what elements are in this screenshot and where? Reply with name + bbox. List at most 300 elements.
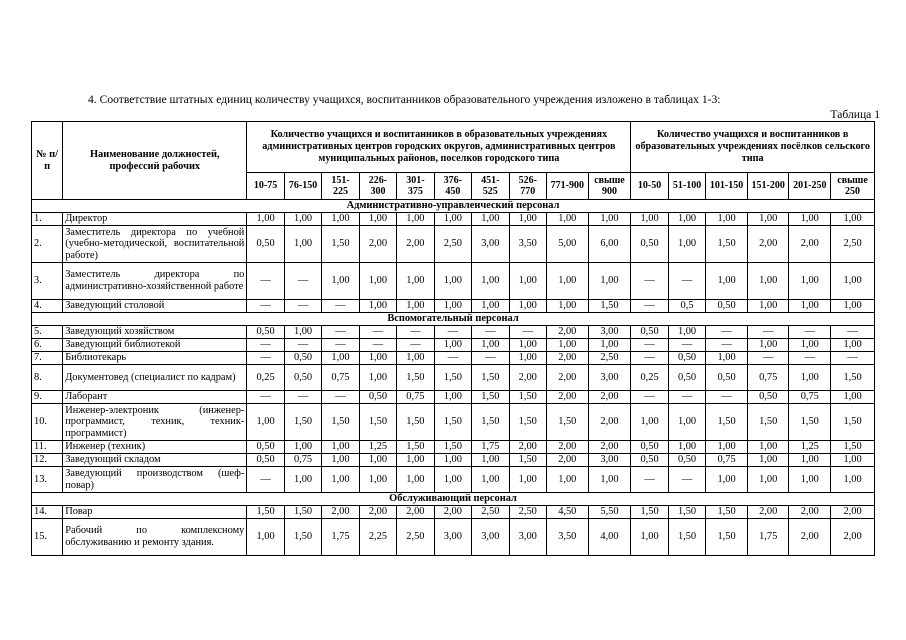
staff-value: —: [247, 467, 284, 493]
staff-value: 1,50: [284, 519, 321, 556]
staff-value: 1,00: [247, 519, 284, 556]
staff-value: —: [397, 339, 434, 352]
staff-value: 1,00: [831, 467, 875, 493]
staff-value: 1,00: [588, 263, 631, 300]
staff-value: 1,50: [434, 441, 471, 454]
staff-value: 2,00: [546, 352, 588, 365]
staff-value: 4,50: [546, 506, 588, 519]
staff-value: 1,50: [509, 391, 546, 404]
staff-value: 2,50: [509, 506, 546, 519]
staff-value: 1,00: [397, 263, 434, 300]
staff-value: 2,00: [546, 326, 588, 339]
staff-value: 2,00: [359, 226, 396, 263]
staff-value: —: [359, 339, 396, 352]
position-name: Директор: [63, 213, 247, 226]
staff-value: 1,00: [247, 213, 284, 226]
staff-value: —: [322, 339, 359, 352]
staff-value: 0,25: [631, 365, 668, 391]
staff-value: 1,50: [472, 365, 509, 391]
staff-value: 2,50: [397, 519, 434, 556]
staff-value: —: [472, 352, 509, 365]
staff-value: 1,00: [472, 263, 509, 300]
staff-value: 3,00: [588, 365, 631, 391]
staff-value: 1,00: [588, 339, 631, 352]
staff-value: 2,00: [588, 404, 631, 441]
staff-value: 1,75: [322, 519, 359, 556]
staff-value: —: [706, 391, 748, 404]
staff-value: 2,00: [747, 226, 789, 263]
staff-value: 0,50: [631, 226, 668, 263]
staff-value: 1,00: [706, 213, 748, 226]
staff-value: 1,00: [397, 454, 434, 467]
staff-value: 1,00: [434, 263, 471, 300]
position-name: Лаборант: [63, 391, 247, 404]
header-position: Наименование должностей, профессий рабочих: [63, 122, 247, 200]
staff-value: —: [247, 300, 284, 313]
staff-value: 1,50: [472, 391, 509, 404]
staff-value: —: [322, 326, 359, 339]
staff-value: 0,50: [284, 365, 321, 391]
staff-value: 2,25: [359, 519, 396, 556]
staff-value: —: [247, 352, 284, 365]
staff-value: 0,25: [247, 365, 284, 391]
staff-value: 0,50: [747, 391, 789, 404]
staff-value: 1,75: [747, 519, 789, 556]
staff-value: 1,00: [546, 339, 588, 352]
position-name: Заведующий складом: [63, 454, 247, 467]
staff-value: 1,00: [631, 213, 668, 226]
staff-value: 1,00: [546, 467, 588, 493]
staff-value: —: [509, 326, 546, 339]
staff-value: 1,00: [789, 365, 831, 391]
staff-value: 2,00: [434, 506, 471, 519]
staff-value: 1,00: [631, 404, 668, 441]
staff-value: 1,00: [472, 300, 509, 313]
staff-value: 6,00: [588, 226, 631, 263]
table-label: Таблица 1: [830, 108, 880, 121]
staff-value: 1,00: [706, 467, 748, 493]
row-number: 14.: [32, 506, 63, 519]
staff-value: —: [706, 339, 748, 352]
staff-value: —: [631, 352, 668, 365]
staff-value: 1,50: [322, 226, 359, 263]
staff-value: 0,75: [397, 391, 434, 404]
section-title: Административно-управленческий персонал: [32, 200, 875, 213]
staff-value: 1,50: [706, 506, 748, 519]
staff-value: 2,00: [322, 506, 359, 519]
staff-value: 1,00: [284, 213, 321, 226]
staff-value: 1,50: [706, 519, 748, 556]
position-name: Заведующий производством (шеф-повар): [63, 467, 247, 493]
staff-value: 1,00: [509, 263, 546, 300]
section-row: [32, 493, 875, 506]
staff-value: 2,00: [546, 391, 588, 404]
staff-value: 1,50: [831, 404, 875, 441]
staff-value: 3,00: [472, 226, 509, 263]
table-row: [32, 339, 875, 352]
staff-value: 1,00: [359, 263, 396, 300]
staff-value: 0,50: [247, 454, 284, 467]
staff-value: 0,75: [284, 454, 321, 467]
staff-value: 2,00: [546, 441, 588, 454]
staff-value: 1,00: [359, 467, 396, 493]
staff-value: 1,00: [546, 300, 588, 313]
staff-value: 1,50: [397, 441, 434, 454]
section-row: [32, 200, 875, 213]
staff-value: 1,50: [322, 404, 359, 441]
staff-value: 2,00: [509, 441, 546, 454]
staff-value: 1,00: [668, 404, 705, 441]
staff-value: 1,00: [706, 441, 748, 454]
staff-value: 1,00: [322, 454, 359, 467]
staff-value: 0,50: [359, 391, 396, 404]
staff-value: 3,00: [588, 326, 631, 339]
staff-value: —: [247, 263, 284, 300]
staff-value: 1,50: [631, 506, 668, 519]
staff-value: 1,00: [472, 213, 509, 226]
table-row: [32, 441, 875, 454]
staff-value: 1,00: [472, 467, 509, 493]
staff-value: 1,00: [588, 213, 631, 226]
staff-value: —: [284, 300, 321, 313]
staff-value: 0,50: [668, 365, 705, 391]
position-name: Инженер-электроник (инженер-программист, техник, техник-программист): [63, 404, 247, 441]
row-number: 11.: [32, 441, 63, 454]
staff-value: —: [668, 339, 705, 352]
row-number: 12.: [32, 454, 63, 467]
staff-value: 1,00: [668, 226, 705, 263]
range-header-urban: 526-770: [509, 173, 546, 200]
staff-value: —: [831, 352, 875, 365]
staff-value: 4,00: [588, 519, 631, 556]
staff-value: 1,00: [789, 300, 831, 313]
position-name: Заведующий хозяйством: [63, 326, 247, 339]
range-header-urban: 76-150: [284, 173, 321, 200]
staff-value: 1,00: [789, 213, 831, 226]
staff-value: 3,00: [588, 454, 631, 467]
staff-value: 1,75: [472, 441, 509, 454]
staff-value: 0,50: [247, 441, 284, 454]
staff-value: —: [631, 339, 668, 352]
staff-value: 1,00: [247, 404, 284, 441]
staff-value: 1,00: [747, 339, 789, 352]
staff-value: 1,00: [706, 263, 748, 300]
table-row: [32, 467, 875, 493]
staff-value: 1,50: [434, 404, 471, 441]
staff-value: 1,00: [397, 467, 434, 493]
staff-value: —: [631, 300, 668, 313]
staff-value: 1,50: [397, 404, 434, 441]
position-name: Рабочий по комплексному обслуживанию и ремонту здания.: [63, 519, 247, 556]
section-row: [32, 313, 875, 326]
row-number: 2.: [32, 226, 63, 263]
staff-value: 0,50: [631, 326, 668, 339]
staff-value: 1,50: [668, 506, 705, 519]
staff-value: 1,50: [509, 404, 546, 441]
staff-value: 1,00: [472, 454, 509, 467]
table-row: [32, 213, 875, 226]
staff-value: 2,50: [588, 352, 631, 365]
staff-value: 0,75: [789, 391, 831, 404]
staff-value: 1,50: [747, 404, 789, 441]
staff-value: 0,50: [706, 300, 748, 313]
table-row: [32, 226, 875, 263]
staff-value: —: [706, 326, 748, 339]
staff-value: 1,00: [509, 352, 546, 365]
staff-value: —: [434, 326, 471, 339]
table-row: [32, 391, 875, 404]
staff-value: 1,50: [546, 404, 588, 441]
staff-value: 3,00: [434, 519, 471, 556]
staff-value: 1,00: [831, 213, 875, 226]
staff-value: 1,00: [747, 441, 789, 454]
staff-value: 3,00: [509, 519, 546, 556]
row-number: 8.: [32, 365, 63, 391]
header-num: № п/п: [32, 122, 63, 200]
staff-value: 1,00: [789, 263, 831, 300]
staff-value: 2,00: [747, 506, 789, 519]
staff-value: 1,00: [322, 213, 359, 226]
staff-value: 2,00: [789, 506, 831, 519]
staff-value: 1,00: [322, 352, 359, 365]
staff-value: 1,50: [472, 404, 509, 441]
staff-value: 1,00: [747, 454, 789, 467]
range-header-rural: 51-100: [668, 173, 705, 200]
staff-value: 1,00: [747, 213, 789, 226]
staff-value: 2,00: [397, 226, 434, 263]
staff-value: —: [631, 467, 668, 493]
section-title: Вспомогательный персонал: [32, 313, 875, 326]
staff-value: 2,00: [546, 454, 588, 467]
position-name: Документовед (специалист по кадрам): [63, 365, 247, 391]
staff-value: 1,00: [588, 467, 631, 493]
staff-value: —: [789, 326, 831, 339]
staff-value: —: [747, 326, 789, 339]
row-number: 3.: [32, 263, 63, 300]
staff-value: 1,50: [831, 441, 875, 454]
range-header-urban: 451-525: [472, 173, 509, 200]
staff-value: 2,00: [588, 441, 631, 454]
staff-value: 1,00: [284, 226, 321, 263]
staff-value: 1,50: [434, 365, 471, 391]
staff-value: —: [284, 391, 321, 404]
table-row: [32, 454, 875, 467]
staff-value: 1,50: [668, 519, 705, 556]
staff-value: —: [831, 326, 875, 339]
range-header-urban: 301-375: [397, 173, 434, 200]
position-name: Повар: [63, 506, 247, 519]
range-header-urban: 151-225: [322, 173, 359, 200]
staff-value: 1,50: [509, 454, 546, 467]
staff-value: 2,00: [588, 391, 631, 404]
row-number: 9.: [32, 391, 63, 404]
staff-value: 1,50: [397, 365, 434, 391]
staff-value: 1,50: [831, 365, 875, 391]
staff-value: —: [789, 352, 831, 365]
row-number: 4.: [32, 300, 63, 313]
staff-value: 2,00: [397, 506, 434, 519]
table-row: [32, 300, 875, 313]
staff-value: 1,00: [668, 326, 705, 339]
staff-value: 1,00: [434, 213, 471, 226]
row-number: 5.: [32, 326, 63, 339]
staff-value: 1,00: [434, 300, 471, 313]
section-title: Обслуживающий персонал: [32, 493, 875, 506]
range-header-urban: 376-450: [434, 173, 471, 200]
range-header-rural: свыше 250: [831, 173, 875, 200]
staff-value: 0,50: [631, 441, 668, 454]
staff-value: 1,00: [831, 300, 875, 313]
staff-value: 1,00: [747, 300, 789, 313]
table-row: [32, 519, 875, 556]
staff-value: 2,00: [789, 226, 831, 263]
staff-value: 0,50: [284, 352, 321, 365]
staff-value: 0,50: [668, 454, 705, 467]
staff-value: 1,50: [247, 506, 284, 519]
staff-value: —: [247, 339, 284, 352]
staff-value: 1,00: [322, 467, 359, 493]
staff-value: 2,50: [831, 226, 875, 263]
table-row: [32, 263, 875, 300]
staff-value: 0,50: [706, 365, 748, 391]
staff-value: —: [322, 300, 359, 313]
staff-value: 1,00: [509, 467, 546, 493]
staff-value: 1,00: [359, 454, 396, 467]
staff-value: 1,00: [706, 352, 748, 365]
staff-value: 5,00: [546, 226, 588, 263]
staff-value: 2,00: [546, 365, 588, 391]
staff-value: 1,00: [831, 391, 875, 404]
staff-value: 1,00: [359, 352, 396, 365]
staff-value: 0,75: [322, 365, 359, 391]
staff-value: 0,75: [706, 454, 748, 467]
staff-value: 1,00: [472, 339, 509, 352]
staff-value: —: [434, 352, 471, 365]
staff-value: 1,00: [789, 467, 831, 493]
staff-value: 1,00: [284, 467, 321, 493]
staff-value: 1,00: [509, 213, 546, 226]
staff-value: 1,50: [706, 226, 748, 263]
row-number: 10.: [32, 404, 63, 441]
staff-value: —: [284, 263, 321, 300]
staff-value: 1,25: [789, 441, 831, 454]
position-name: Заведующий столовой: [63, 300, 247, 313]
staff-value: 0,50: [247, 326, 284, 339]
staff-value: 1,00: [397, 300, 434, 313]
staff-value: 1,00: [359, 365, 396, 391]
staff-value: 1,00: [284, 326, 321, 339]
staff-value: 1,00: [668, 213, 705, 226]
staff-value: 0,50: [247, 226, 284, 263]
staff-value: 1,00: [322, 441, 359, 454]
staff-value: 1,25: [359, 441, 396, 454]
staff-value: 3,50: [546, 519, 588, 556]
header-group-urban: Количество учащихся и воспитанников в образовательных учреждениях административных центров городских округов, административных центров муниципальных районов, поселков городского типа: [247, 122, 631, 173]
staff-value: 1,00: [284, 441, 321, 454]
row-number: 1.: [32, 213, 63, 226]
range-header-urban: свыше 900: [588, 173, 631, 200]
staff-value: 2,00: [789, 519, 831, 556]
staff-value: 1,00: [397, 352, 434, 365]
staff-value: 1,50: [359, 404, 396, 441]
staff-value: 0,50: [668, 352, 705, 365]
staff-value: 5,50: [588, 506, 631, 519]
range-header-rural: 151-200: [747, 173, 789, 200]
staff-value: 1,50: [706, 404, 748, 441]
staff-value: —: [397, 326, 434, 339]
header-group-rural: Количество учащихся и воспитанников в образовательных учреждениях посёлков сельского типа: [631, 122, 875, 173]
staff-value: 3,00: [472, 519, 509, 556]
staff-value: —: [668, 391, 705, 404]
staff-value: 0,75: [747, 365, 789, 391]
range-header-urban: 226-300: [359, 173, 396, 200]
staff-value: —: [668, 263, 705, 300]
range-header-rural: 101-150: [706, 173, 748, 200]
staff-value: 1,00: [509, 339, 546, 352]
staff-value: 3,50: [509, 226, 546, 263]
position-name: Заведующий библиотекой: [63, 339, 247, 352]
staff-value: 1,00: [831, 454, 875, 467]
staff-value: —: [247, 391, 284, 404]
row-number: 6.: [32, 339, 63, 352]
row-number: 13.: [32, 467, 63, 493]
staff-value: 1,50: [284, 404, 321, 441]
position-name: Инженер (техник): [63, 441, 247, 454]
range-header-rural: 10-50: [631, 173, 668, 200]
staff-value: 1,00: [747, 263, 789, 300]
staff-value: —: [322, 391, 359, 404]
staff-value: 1,00: [668, 441, 705, 454]
staff-value: —: [631, 391, 668, 404]
staff-value: 1,00: [359, 300, 396, 313]
staff-value: 1,00: [546, 213, 588, 226]
staffing-table: [31, 121, 875, 556]
staff-value: 1,00: [434, 454, 471, 467]
staff-value: 1,00: [789, 339, 831, 352]
staff-value: 1,50: [588, 300, 631, 313]
staff-value: 1,00: [322, 263, 359, 300]
table-row: [32, 365, 875, 391]
staff-value: 1,00: [789, 454, 831, 467]
staff-value: 1,50: [789, 404, 831, 441]
table-row: [32, 506, 875, 519]
staff-value: 2,00: [359, 506, 396, 519]
staff-value: —: [668, 467, 705, 493]
staff-value: —: [747, 352, 789, 365]
staff-value: 1,00: [359, 213, 396, 226]
range-header-urban: 771-900: [546, 173, 588, 200]
row-number: 7.: [32, 352, 63, 365]
staff-value: 1,00: [434, 391, 471, 404]
staff-value: 2,00: [509, 365, 546, 391]
row-number: 15.: [32, 519, 63, 556]
range-header-rural: 201-250: [789, 173, 831, 200]
staff-value: 1,50: [284, 506, 321, 519]
staff-value: 1,00: [434, 339, 471, 352]
table-row: [32, 352, 875, 365]
intro-text: 4. Соответствие штатных единиц количеству учащихся, воспитанников образовательного учреждения изложено в таблицах 1-3:: [88, 93, 721, 106]
staff-value: —: [631, 263, 668, 300]
staff-value: 1,00: [631, 519, 668, 556]
staff-value: 2,50: [472, 506, 509, 519]
table-row: [32, 326, 875, 339]
staff-value: 2,00: [831, 519, 875, 556]
position-name: Заместитель директора по учебной (учебно-методической, воспитательной работе): [63, 226, 247, 263]
staff-value: 1,00: [434, 467, 471, 493]
staff-value: —: [472, 326, 509, 339]
position-name: Заместитель директора по административно-хозяйственной работе: [63, 263, 247, 300]
staff-value: —: [284, 339, 321, 352]
